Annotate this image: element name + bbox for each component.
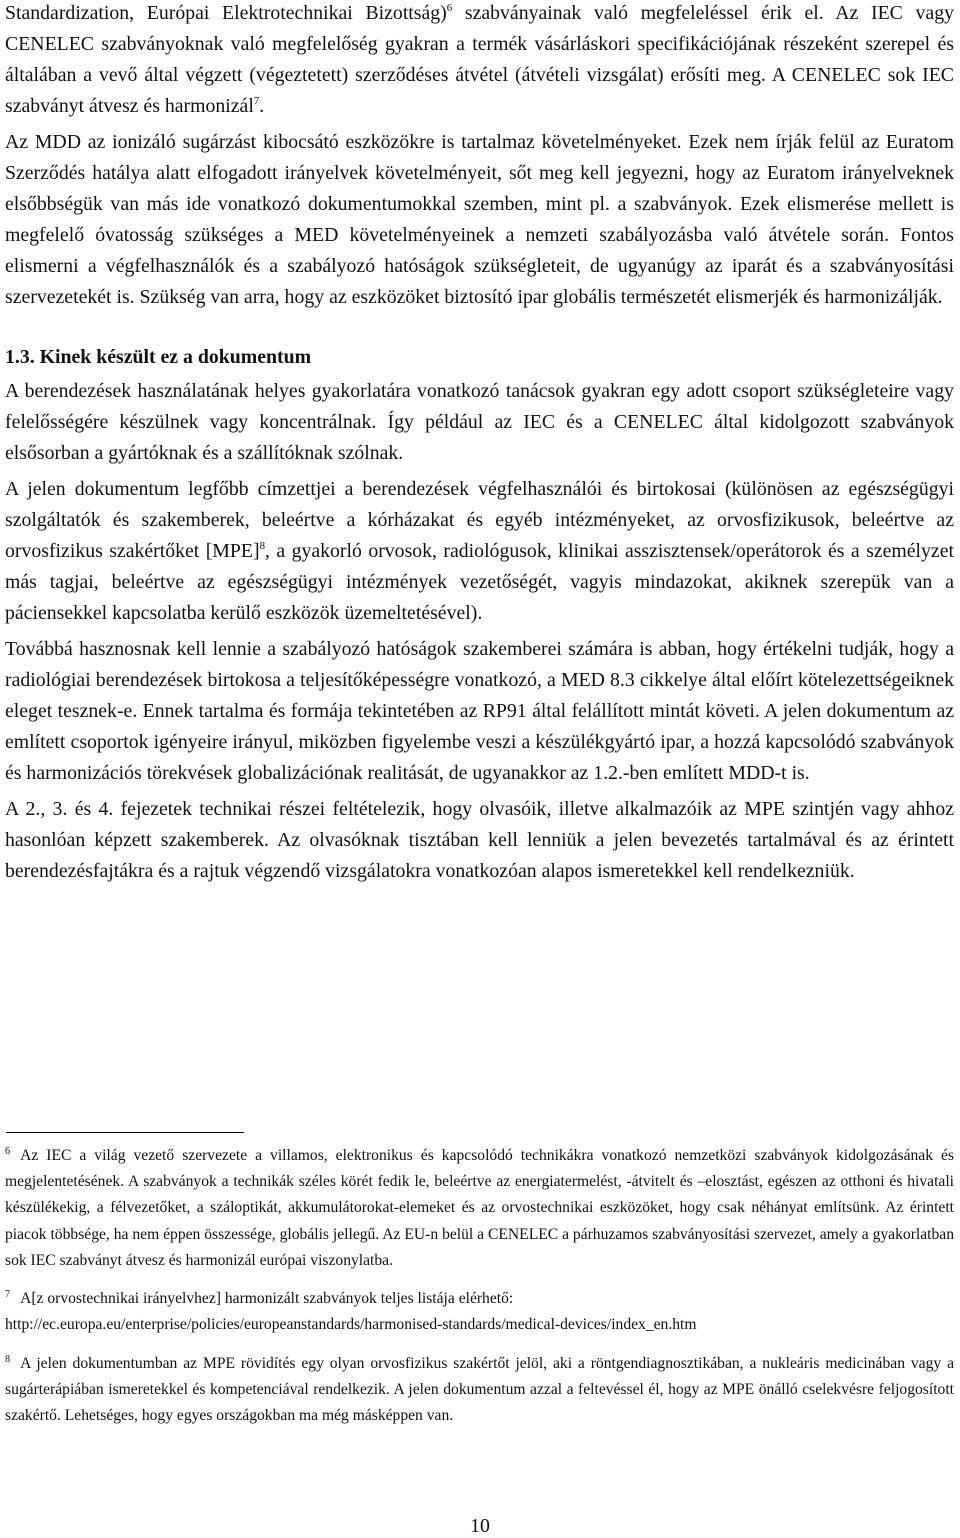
footnote-text: Az IEC a világ vezető szervezete a villamos, elektronikus és kapcsolódó technikákra vonatkozó nemzetközi szabványok kidolgozásának és megjelentetésének. A szabványok a technikák széles körét fedik le, beleértve az energiatermelést, -átvitelt és –elosztást, egészen az otthoni és hivatali készülékekig, a félvezetőket, a száloptikát, akkumulátorokat-elemeket és az orvostechnikai eszközöket, hogy csak néhányat említsünk. Az érintett piacok többsége, ha nem éppen összessége, globális jellegű. Az EU-n belül a CENELEC a párhuzamos szabványosítási szervezet, amely a gyakorlatban sok IEC szabványt átvesz és harmonizál európai viszonylatba. [5, 1147, 954, 1269]
section-heading: 1.3. Kinek készült ez a dokumentum [5, 346, 312, 368]
paragraph-audience [5, 474, 954, 629]
footnote-ref-7: 7 [253, 94, 260, 107]
main-text [5, 0, 954, 892]
footnote-number: 7 [5, 1289, 11, 1301]
paragraph-mdd: Az MDD az ionizáló sugárzást kibocsátó eszközökre is tartalmaz követelményeket. Ezek nem írják felül az Euratom Szerződés hatálya alatt elfogadott irányelvek követelményeit, sőt meg kell jegyezni, hogy az Euratom irányelveknek elsőbbségük van más ide vonatkozó dokumentumokkal szemben, mint pl. a szabványok. Ezek elismerése mellett is megfelelő óvatosság szükséges a MED követelményeinek a nemzeti szabályozásba való átvétele során. Fontos elismerni a végfelhasználók és a szabályozó hatóságok szükségleteit, de ugyanúgy az iparát és a szabványosítási szervezetekét is. Szükség van arra, hogy az eszközöket biztosító ipar globális természetét elismerjék és harmonizálják. [5, 131, 954, 308]
paragraph-text: Standardization, Európai Elektrotechnikai Bizottság) [5, 2, 447, 24]
paragraph-text: . [259, 95, 265, 117]
paragraph-standards [5, 0, 954, 122]
paragraph-text: , a gyakorló orvosok, radiológusok, klinikai asszisztensek/operátorok és a személyzet más tagjai, beleértve az egészségügyi intézmények vezetőségét, vagyis mindazokat, akiknek szerepük van a páciensekkel kapcsolatba kerülő eszközök üzemeltetésével). [5, 540, 954, 624]
paragraph-chapters: A 2., 3. és 4. fejezetek technikai részei feltételezik, hogy olvasóik, illetve alkalmazóik az MPE szintjén vagy ahhoz hasonlóan képzett szakemberek. Az olvasóknak tisztában kell lenniük a jelen bevezetés tartalmával és az érintett berendezésfajtákra és a rajtuk végzendő vizsgálatokra vonatkozóan alapos ismeretekkel kell rendelkezniük. [5, 798, 954, 882]
footnote-link[interactable]: http://ec.europa.eu/enterprise/policies/europeanstandards/harmonised-standards/medical-devices/index_en.htm [5, 1316, 697, 1334]
footnote-8 [5, 1347, 954, 1430]
paragraph-advice: A berendezések használatának helyes gyakorlatára vonatkozó tanácsok gyakran egy adott csoport szükségleteire vagy felelősségére készülnek vagy koncentrálnak. Így például az IEC és a CENELEC által kidolgozott szabványok elsősorban a gyártóknak és a szállítóknak szólnak. [5, 380, 954, 464]
footnotes [5, 1139, 954, 1437]
paragraph-text: szabványainak való megfeleléssel érik el. Az IEC vagy CENELEC szabványoknak való megfelelőség gyakran a termék vásárláskori specifikációjának részeként szerepel és általában a vevő által végzett (végeztetett) szerződéses átvétel (átvételi vizsgálat) erősíti meg. A CENELEC sok IEC szabványt átvesz és harmonizál [5, 2, 955, 117]
paragraph-text: A jelen dokumentum legfőbb címzettjei a berendezések végfelhasználói és birtokosai (különösen az egészségügyi szolgáltatók és szakemberek, beleértve a kórházakat és egyéb intézményeket, az orvosfizikusok, beleértve az orvosfizikus szakértőket [MPE] [5, 478, 954, 562]
footnote-number: 6 [5, 1146, 11, 1157]
footnote-text: A[z orvostechnikai irányelvhez] harmonizált szabványok teljes listája elérhető: [20, 1290, 514, 1308]
footnote-number: 8 [5, 1353, 11, 1365]
footnote-divider [6, 1132, 244, 1133]
footnote-6 [5, 1139, 954, 1274]
footnote-ref-6: 6 [446, 1, 453, 14]
paragraph-authorities: Továbbá hasznosnak kell lennie a szabályozó hatóságok szakemberei számára is abban, hogy értékelni tudják, hogy a radiológiai berendezések birtokosa a teljesítőképességre vonatkozó, a MED 8.3 cikkelye által előírt kötelezettségeiknek eleget tesznek-e. Ennek tartalma és formája tekintetében az RP91 által felállított mintát követi. A jelen dokumentum az említett csoportok igényeire irányul, miközben figyelembe veszi a készülékgyártó ipar, a hozzá kapcsolódó szabványok és harmonizációs törekvések globalizációnak realitását, de ugyanakkor az 1.2.-ben említett MDD-t is. [5, 638, 954, 784]
footnote-7 [5, 1282, 954, 1338]
page-number: 10 [470, 1515, 490, 1537]
footnote-ref-8: 8 [259, 539, 265, 552]
footnote-text: A jelen dokumentumban az MPE rövidítés egy olyan orvosfizikus szakértőt jelöl, aki a röntgendiagnosztikában, a nukleáris medicinában vagy a sugárterápiában ismeretekkel és kompetenciával rendelkezik. A jelen dokumentum azzal a feltevéssel él, hogy az MPE önálló cselekvésre feljogosított szakértő. Lehetséges, hogy egyes országokban ma még másképpen van. [5, 1354, 954, 1425]
